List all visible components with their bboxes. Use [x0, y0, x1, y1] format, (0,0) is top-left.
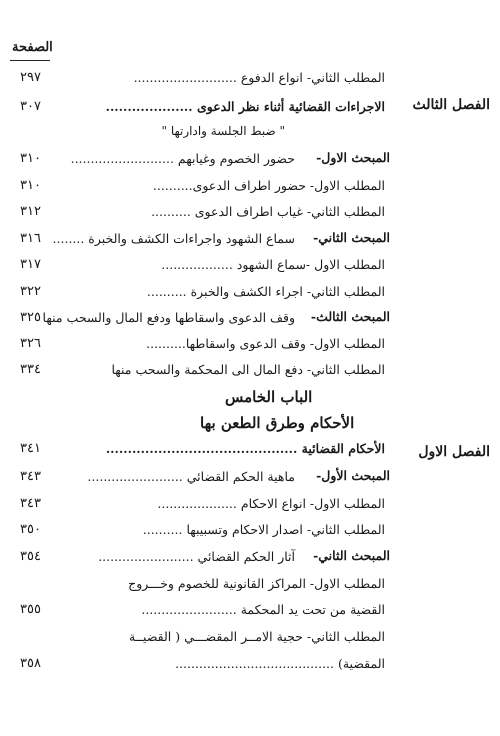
toc-page-number: ٣١٦	[20, 231, 41, 246]
toc-entry-text: المطلب الاول -سماع الشهود ..................	[161, 257, 385, 272]
toc-entry-text: المطلب الاول- المراكز القانونية للخصوم وخـــروج	[128, 576, 385, 591]
toc-page-number: ٣٢٥	[20, 310, 41, 325]
toc-page-number: ٣١٠	[20, 178, 41, 193]
toc-entry-text: الاجراءات القضائية أثناء نظر الدعوى ....................	[105, 99, 385, 114]
toc-page-number: ٣٤٣	[20, 469, 41, 484]
toc-entry-text: المطلب الثاني- دفع المال الى المحكمة والسحب منها	[111, 362, 385, 377]
toc-entry-text: سماع الشهود واجراءات الكشف والخبرة ........	[52, 231, 295, 246]
toc-entry-text: المطلب الثاني- اجراء الكشف والخبرة ..........	[146, 284, 385, 299]
toc-page-number: ٣٢٢	[20, 284, 41, 299]
toc-entry-text: المطلب الثاني- انواع الدفوع ..........................	[133, 70, 385, 85]
toc-entry-text: المطلب الاول- حضور اطراف الدعوى..........	[152, 178, 385, 193]
page-column-label: الصفحة	[12, 40, 53, 55]
toc-page-number: ٣٥٨	[20, 656, 41, 671]
section-heading: المبحث الثالث-	[310, 309, 390, 324]
toc-page-number: ٣١٧	[20, 257, 41, 272]
toc-page-number: ٣١٠	[20, 151, 41, 166]
section-heading: المبحث الثاني-	[313, 230, 390, 245]
section-heading: المبحث الأول-	[316, 468, 390, 483]
toc-entry-text: المطلب الاول- انواع الاحكام ....................	[157, 496, 385, 511]
toc-entry-text: المقضية) ........................................	[175, 656, 385, 671]
toc-entry-text: الأحكام القضائية ............................................	[105, 441, 385, 456]
toc-page-number: ٢٩٧	[20, 70, 41, 85]
toc-entry-text: المطلب الاول- وقف الدعوى واسقاطها..........	[146, 336, 385, 351]
section-heading: المبحث الاول-	[316, 150, 390, 165]
toc-page-number: ٣٢٦	[20, 336, 41, 351]
toc-page-number: ٣٤٣	[20, 496, 41, 511]
toc-entry-text: المطلب الثاني- اصدار الاحكام وتسبيبها ..........	[142, 522, 385, 537]
toc-entry-text: القضية من تحت يد المحكمة ........................	[141, 602, 385, 617]
chapter-heading: الفصل الاول	[418, 444, 490, 460]
toc-entry-text: آثار الحكم القضائي ........................	[98, 549, 295, 564]
toc-page-number: ٣٤١	[20, 441, 41, 456]
chapter-heading: الفصل الثالث	[412, 97, 490, 113]
part-subtitle: الأحكام وطرق الطعن بها	[200, 414, 355, 432]
toc-page-number: ٣١٢	[20, 204, 41, 219]
toc-page-number: ٣٣٤	[20, 362, 41, 377]
part-title: الباب الخامس	[225, 388, 313, 406]
page-label-underline	[10, 60, 50, 61]
toc-entry-text: ماهية الحكم القضائي ........................	[87, 469, 295, 484]
toc-page-number: ٣٥٥	[20, 602, 41, 617]
section-heading: المبحث الثاني-	[313, 548, 390, 563]
toc-entry-text: المطلب الثاني- غياب اطراف الدعوى ..........	[151, 204, 385, 219]
toc-entry-text: المطلب الثاني- حجية الامــر المقضـــي ( القضيــة	[129, 629, 385, 644]
toc-page-number: ٣٥٤	[20, 549, 41, 564]
toc-entry-text: وقف الدعوى واسقاطها ودفع المال والسحب منها	[42, 310, 295, 325]
toc-page-number: ٣٠٧	[20, 99, 41, 114]
toc-subnote: " ضبط الجلسة وادارتها "	[161, 124, 285, 138]
toc-entry-text: حضور الخصوم وغيابهم ..........................	[70, 151, 295, 166]
toc-page-number: ٣٥٠	[20, 522, 41, 537]
